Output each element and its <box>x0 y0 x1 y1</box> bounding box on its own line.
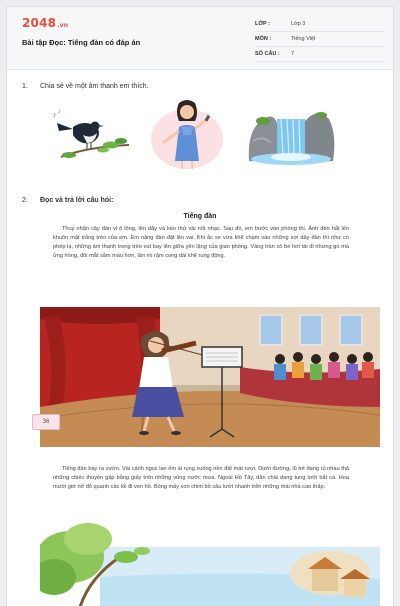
meta-key: MÔN : <box>255 36 272 42</box>
waterfall-illustration <box>243 101 339 167</box>
meta-row-subject <box>255 32 385 47</box>
document-title: Bài tập Đọc: Tiếng đàn có đáp án <box>22 38 141 47</box>
logo-suffix: .vn <box>57 22 69 29</box>
meta-value: 7 <box>291 51 295 57</box>
meta-value: Tiếng Việt <box>291 36 316 42</box>
meta-row-count <box>255 47 385 62</box>
question-1 <box>22 83 149 90</box>
question-text: Đọc và trả lời câu hỏi: <box>40 197 114 204</box>
meta-key: LỚP : <box>255 21 270 27</box>
question-text: Chia sẻ về một âm thanh em thích. <box>40 83 149 90</box>
meta-value: Lớp 3 <box>291 21 306 27</box>
svg-text:♪: ♪ <box>53 113 57 119</box>
question-2 <box>22 197 113 204</box>
meta-panel <box>255 17 385 62</box>
meta-key: SỐ CÂU : <box>255 51 280 57</box>
singer-illustration <box>149 99 225 171</box>
document-page <box>6 6 394 606</box>
story-paragraph-1: Thuỷ nhận cây đàn vi ô lông, lên dây và kéo thử vài nốt nhạc. Sau đó, em bước vào phòng thi. Ánh đèn hắt lên khuôn mặt trắng trẻo của em. Em nâng đàn đặt lên vai. Khi ắc se vừa khẽ chạm vào những sợi dây đàn thì như có phép lạ, những âm thanh trong trẻo vút bay lên giữa yên lặng của gian phòng. Vầng trán cô bé hơi tái đi nhưng gò má ửng hồng, đôi mắt sẫm màu hơn, làn mi rậm cong dài khẽ rung động. <box>53 226 349 259</box>
site-logo[interactable] <box>22 16 68 30</box>
garden-lake-illustration <box>40 517 380 606</box>
story-paragraph-2: Tiếng đàn bay ra vườn. Vài cánh ngọc lan êm ái rụng xuống nền đất mát rượi. Dưới đường, lũ trẻ đang rủ nhau thả những chiếc thuyền gấp bằng giấy trên những vũng nước mưa. Ngoài Hồ Tây, dân chài đang tung lưới bắt cá. Hoa mười giờ nở đỏ quanh các lối đi ven hồ. Bóng mấy con chim bồ câu lướt nhanh trên những mái nhà cao thấp. <box>53 466 349 490</box>
story-title: Tiếng đàn <box>183 213 217 220</box>
page-number-badge: 36 <box>32 414 60 430</box>
meta-row-grade <box>255 17 385 32</box>
svg-text:♪: ♪ <box>58 109 61 114</box>
bird-illustration <box>47 105 131 167</box>
violin-performance-illustration <box>40 307 380 447</box>
question-number: 2. <box>22 197 28 204</box>
logo-text: 2048 <box>22 16 57 30</box>
document-header <box>7 7 393 70</box>
question-number: 1. <box>22 83 28 90</box>
